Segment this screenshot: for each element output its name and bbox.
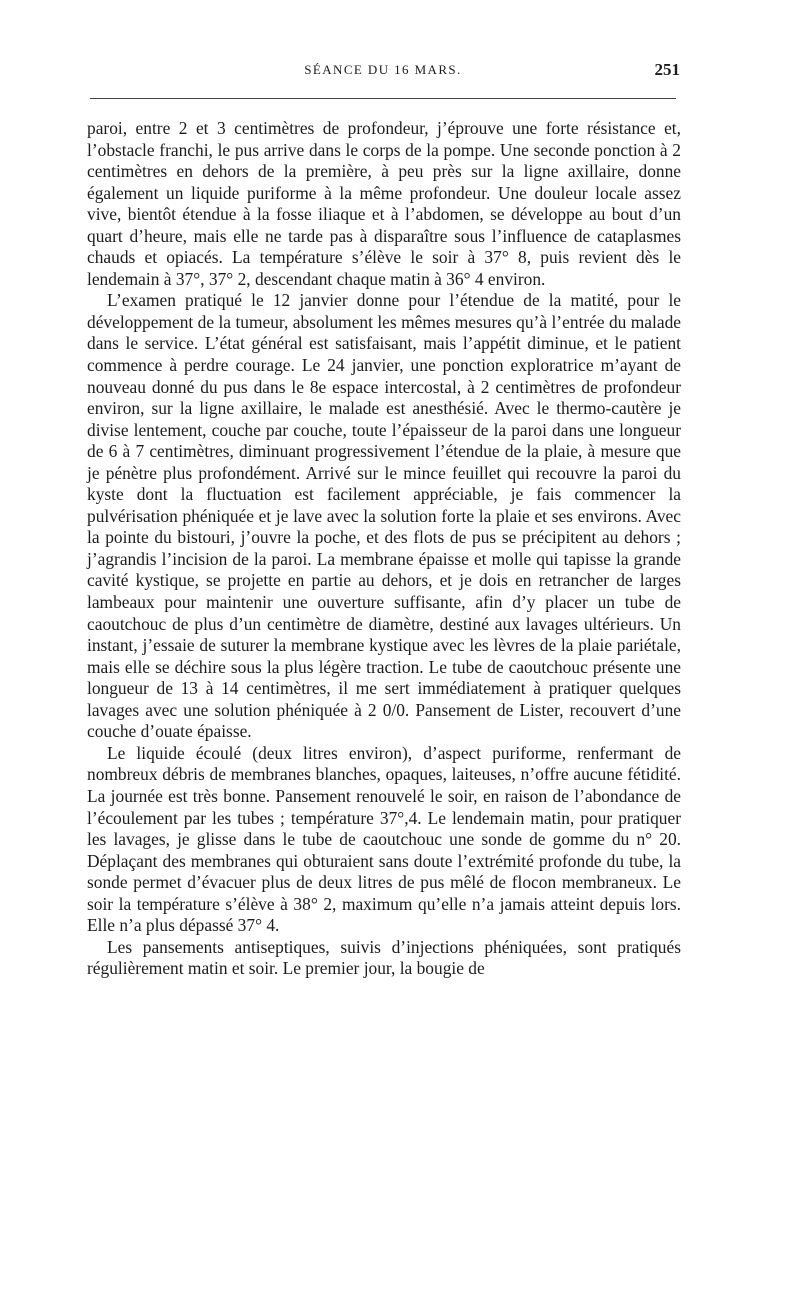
body-text [87, 118, 681, 980]
running-title: SÉANCE DU 16 MARS. [304, 62, 462, 77]
paragraph-3: Le liquide écoulé (deux litres environ), d’aspect puriforme, renfermant de nombreux débris de membranes blanches, opaques, laiteuses, n’offre aucune fétidité. La journée est très bonne. Pansement renouvelé le soir, en raison de l’abondance de l’écoulement par les tubes ; température 37°,4. Le lendemain matin, pour pratiquer les lavages, je glisse dans le tube de caoutchouc une sonde de gomme du n° 20. Déplaçant des membranes qui obturaient sans doute l’extrémité profonde du tube, la sonde permet d’évacuer plus de deux litres de pus mêlé de flocon membraneux. Le soir la température s’élève à 38° 2, maximum qu’elle n’a jamais atteint depuis lors. Elle n’a plus dépassé 37° 4. [87, 742, 681, 936]
paragraph-4: Les pansements antiseptiques, suivis d’injections phéniquées, sont pratiqués régulièrement matin et soir. Le premier jour, la bougie de [87, 936, 681, 979]
page-header [86, 62, 680, 88]
header-rule [90, 98, 676, 99]
paragraph-1: paroi, entre 2 et 3 centimètres de profondeur, j’éprouve une forte résistance et, l’obstacle franchi, le pus arrive dans le corps de la pompe. Une seconde ponction à 2 centimètres en dehors de la première, à peu près sur la ligne axillaire, donne également un liquide puriforme à la même profondeur. Une douleur locale assez vive, bientôt étendue à la fosse iliaque et à l’abdomen, se développe au bout d’un quart d’heure, mais elle ne tarde pas à disparaître sous l’influence de cataplasmes chauds et opiacés. La température s’élève le soir à 37° 8, puis revient dès le lendemain à 37°, 37° 2, descendant chaque matin à 36° 4 environ. [87, 118, 681, 289]
paragraph-2: L’examen pratiqué le 12 janvier donne pour l’étendue de la matité, pour le développement de la tumeur, absolument les mêmes mesures qu’à l’entrée du malade dans le service. L’état général est satisfaisant, mais l’appétit diminue, et le patient commence à perdre courage. Le 24 janvier, une ponction exploratrice m’ayant de nouveau donné du pus dans le 8e espace intercostal, à 2 centimètres de profondeur environ, sur la ligne axillaire, le malade est anesthésié. Avec le thermo-cautère je divise lentement, couche par couche, toute l’épaisseur de la paroi dans une longueur de 6 à 7 centimètres, diminuant progressivement l’étendue de la plaie, à mesure que je pénètre plus profondément. Arrivé sur le mince feuillet qui recouvre la paroi du kyste dont la fluctuation est facilement appréciable, je fais commencer la pulvérisation phéniquée et je lave avec la solution forte la plaie et ses environs. Avec la pointe du bistouri, j’ouvre la poche, et des flots de pus se précipitent au dehors ; j’agrandis l’incision de la paroi. La membrane épaisse et molle qui tapisse la grande cavité kystique, se projette en partie au dehors, et je dois en retrancher de larges lambeaux pour maintenir une ouverture suffisante, afin d’y placer un tube de caoutchouc de plus d’un centimètre de diamètre, destiné aux lavages ultérieurs. Un instant, j’essaie de suturer la membrane kystique avec les lèvres de la plaie pariétale, mais elle se déchire sous la plus légère traction. Le tube de caoutchouc présente une longueur de 13 à 14 centimètres, il me sert immédiatement à pratiquer quelques lavages avec une solution phéniquée à 2 0/0. Pansement de Lister, recouvert d’une couche d’ouate épaisse. [87, 290, 681, 742]
page-number: 251 [654, 60, 680, 79]
